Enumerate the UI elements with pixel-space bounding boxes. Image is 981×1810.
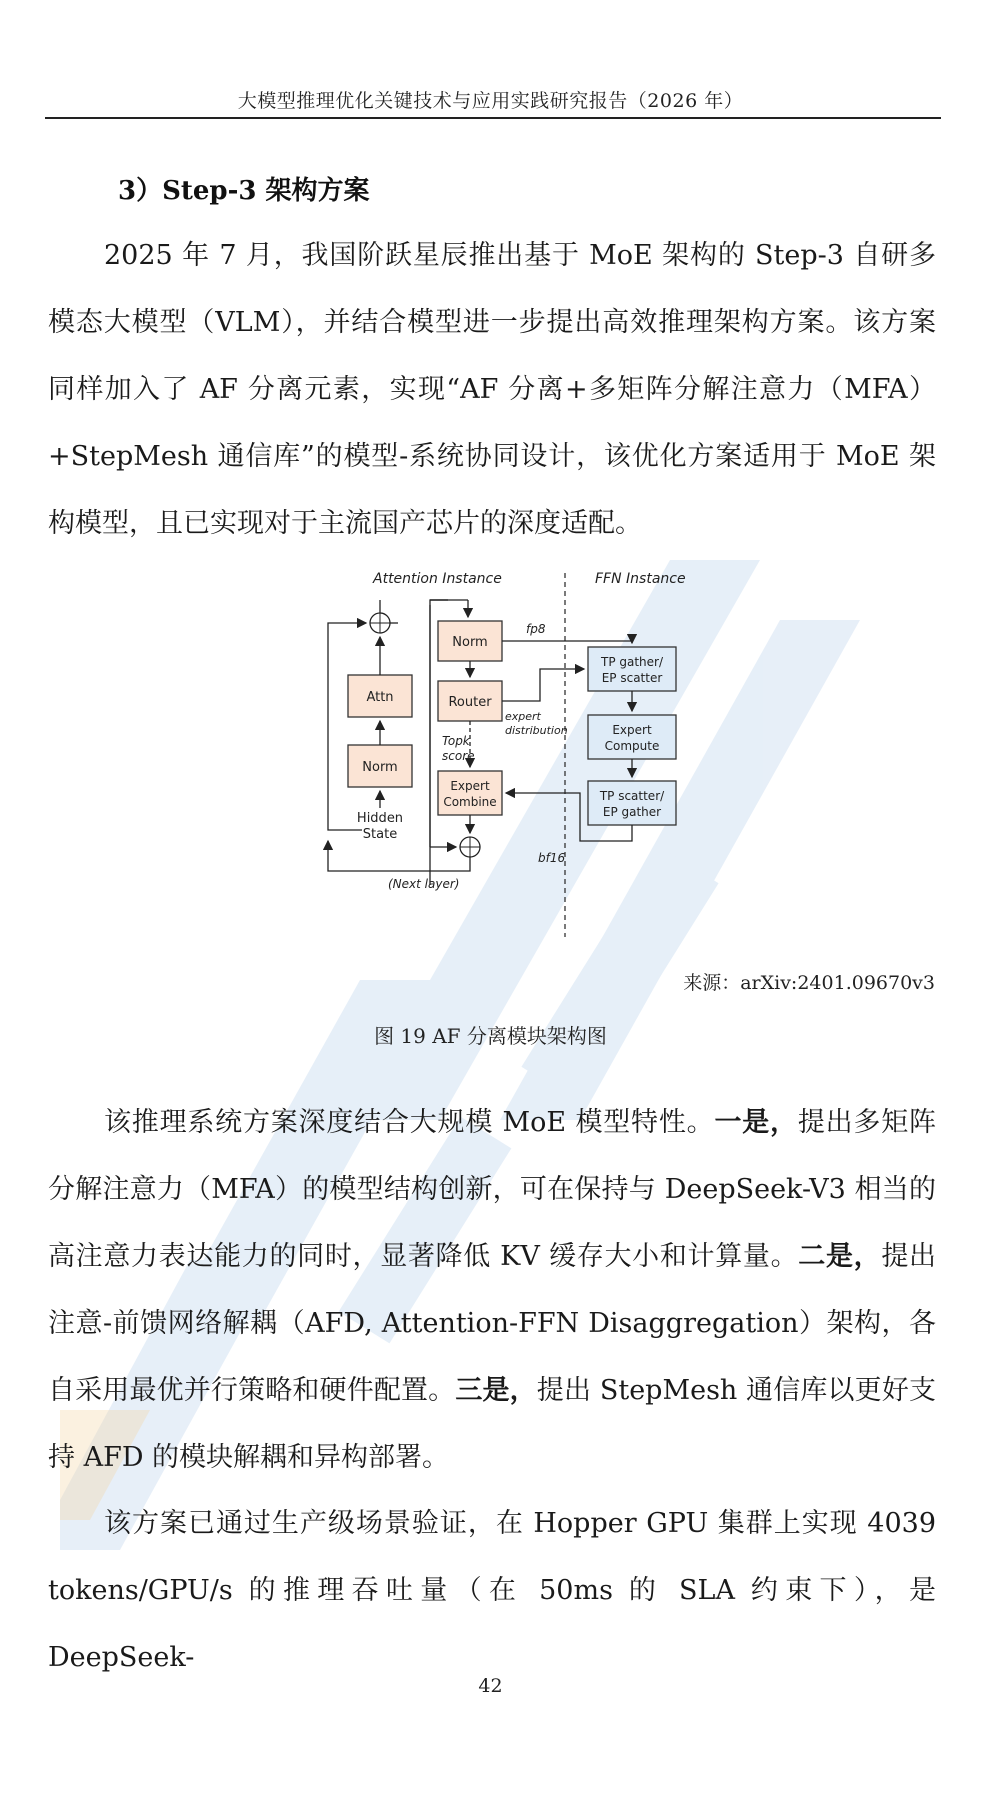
svg-text:EP scatter: EP scatter [601,671,663,685]
paragraph-3: 该方案已通过生产级场景验证，在 Hopper GPU 集群上实现 4039 tokens/GPU/s 的推理吞吐量（在 50ms 的 SLA 约束下），是 DeepSeek- [48,1508,936,1673]
ffn-instance-title: FFN Instance [595,571,686,587]
p2-text-4: 提出 StepMesh 通信库以更好支持 AFD 的模块解耦和异构部署。 [48,1375,936,1473]
figure-source: 来源：arXiv:2401.09670v3 [683,972,935,994]
topk-score-label-2: score [442,749,475,763]
header-rule [45,117,941,119]
svg-text:Expert: Expert [450,779,490,793]
p2-text-3: 提出注意-前馈网络解耦（AFD, Attention-FFN Disaggregation）架构，各自采用最优并行策略和硬件配置。 [48,1241,937,1406]
svg-text:Norm: Norm [452,635,488,650]
af-architecture-diagram [318,565,744,937]
next-layer-label: (Next layer) [388,877,460,891]
svg-text:Norm: Norm [362,760,398,775]
p2-text-1: 该推理系统方案深度结合大规模 MoE 模型特性。 [104,1107,715,1138]
hidden-state-label-2: State [362,827,398,842]
svg-text:Combine: Combine [443,795,497,809]
svg-text:EP gather: EP gather [602,805,662,819]
paragraph-1: 2025 年 7 月，我国阶跃星辰推出基于 MoE 架构的 Step-3 自研多模态大模型（VLM），并结合模型进一步提出高效推理架构方案。该方案同样加入了 AF 分离元素，实现“AF 分离+多矩阵分解注意力（MFA）+StepMesh 通信库”的模型-系统协同设计，该优化方案适用于 MoE 架构模型，且已实现对于主流国产芯片的深度适配。 [48,240,936,539]
svg-text:Router: Router [448,695,492,710]
topk-score-label-1: Topk [442,734,470,748]
p2-bold-3: 三是， [455,1375,537,1406]
bf16-label: bf16 [538,851,566,865]
svg-text:TP scatter/: TP scatter/ [599,789,665,803]
svg-text:Attn: Attn [366,690,394,705]
page-number: 42 [478,1675,503,1697]
figure-caption: 图 19 AF 分离模块架构图 [374,1024,607,1048]
p2-text-2: 提出多矩阵分解注意力（MFA）的模型结构创新，可在保持与 DeepSeek-V3 相当的高注意力表达能力的同时，显著降低 KV 缓存大小和计算量。 [48,1107,937,1272]
p2-bold-1: 一是， [714,1107,798,1138]
paragraph-2 [48,1089,936,1491]
svg-text:Expert: Expert [612,723,652,737]
running-header: 大模型推理优化关键技术与应用实践研究报告（2026 年） [237,90,744,112]
fp8-label: fp8 [526,622,546,636]
attention-instance-title: Attention Instance [373,571,502,587]
hidden-state-label-1: Hidden [356,811,404,826]
svg-text:Compute: Compute [604,739,660,753]
p2-bold-2: 二是， [798,1241,882,1272]
expert-distribution-label-2: distribution [505,724,568,737]
section-heading: 3）Step-3 架构方案 [118,176,370,206]
expert-distribution-label-1: expert [505,710,541,723]
svg-text:TP gather/: TP gather/ [600,655,664,669]
